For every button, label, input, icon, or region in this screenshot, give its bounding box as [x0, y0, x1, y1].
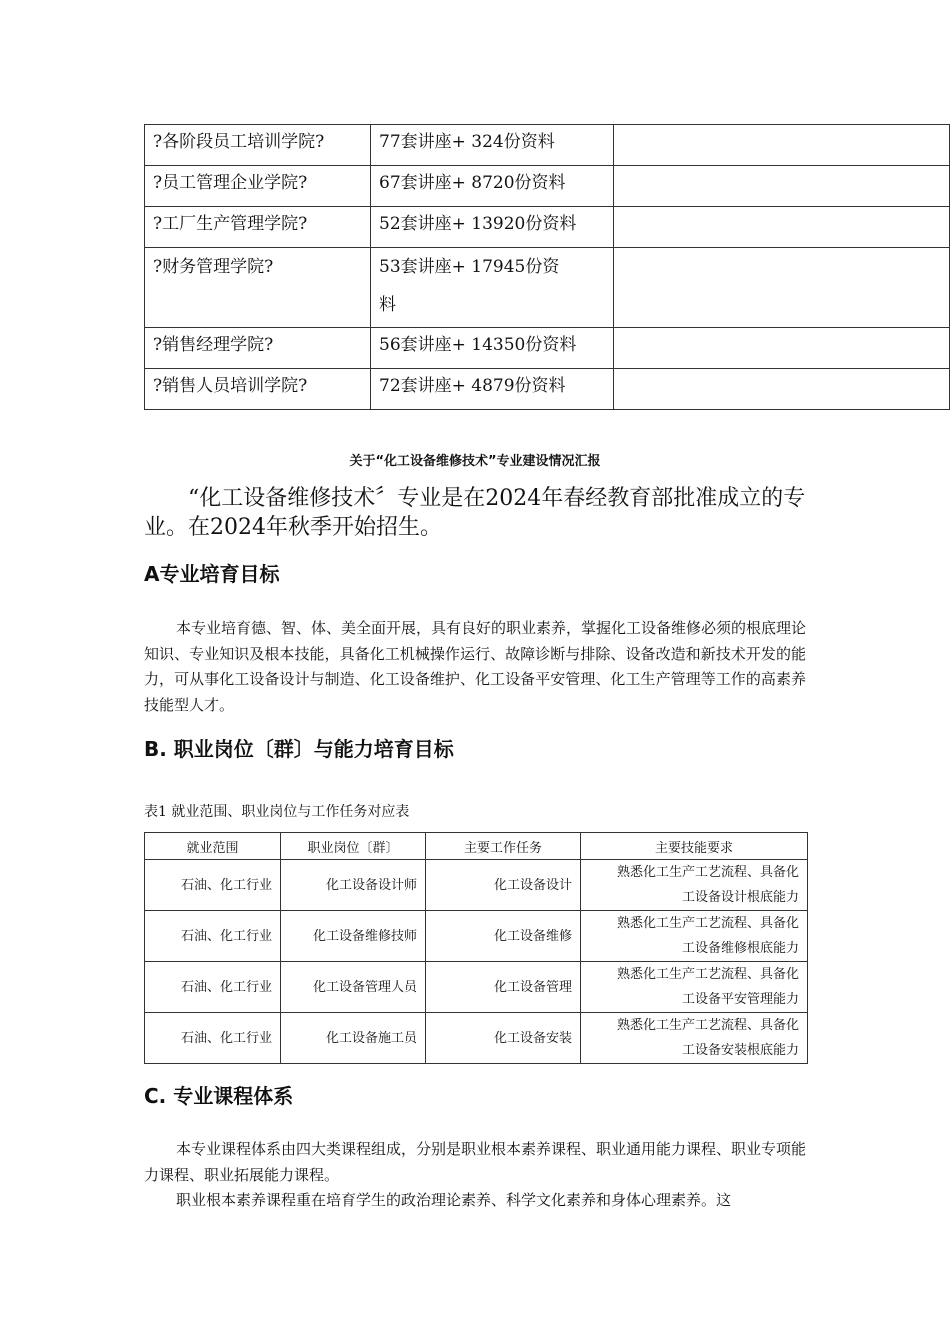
- scope-cell: 石油、化工行业: [145, 860, 281, 911]
- skill-cell: [581, 962, 808, 1013]
- resource-extra: [614, 125, 950, 166]
- resource-name: ?各阶段员工培训学院?: [145, 125, 371, 166]
- scope-cell: 石油、化工行业: [145, 962, 281, 1013]
- section-c-heading: C. 专业课程体系: [144, 1084, 294, 1108]
- task-cell: 化工设备设计: [426, 860, 581, 911]
- table-caption: 表1 就业范围、职业岗位与工作任务对应表: [144, 804, 410, 820]
- table-row: [145, 207, 950, 248]
- post-cell: 化工设备施工员: [281, 1013, 426, 1064]
- resource-name: ?员工管理企业学院?: [145, 166, 371, 207]
- skill-cell: [581, 860, 808, 911]
- table-row: [145, 166, 950, 207]
- table-row: [145, 248, 950, 328]
- skill-line: 熟悉化工生产工艺流程、具备化: [616, 916, 799, 931]
- resource-desc-line: 53套讲座+ 17945份资: [379, 257, 560, 277]
- post-cell: 化工设备管理人员: [281, 962, 426, 1013]
- skill-cell: [581, 1013, 808, 1064]
- column-header: 职业岗位〔群〕: [281, 833, 426, 860]
- skill-line: 工设备维修根底能力: [681, 941, 799, 956]
- resource-desc: 77套讲座+ 324份资料: [371, 125, 614, 166]
- column-header: 就业范围: [145, 833, 281, 860]
- task-cell: 化工设备管理: [426, 962, 581, 1013]
- report-title: 关于“化工设备维修技术”专业建设情况汇报: [349, 454, 601, 469]
- table-row: [145, 125, 950, 166]
- job-table: [144, 832, 808, 1064]
- skill-cell: [581, 911, 808, 962]
- scope-cell: 石油、化工行业: [145, 911, 281, 962]
- table-row: [145, 328, 950, 369]
- table-row: [145, 962, 808, 1013]
- resource-extra: [614, 369, 950, 410]
- resource-table: [144, 124, 950, 410]
- resource-extra: [614, 166, 950, 207]
- resource-desc: 56套讲座+ 14350份资料: [371, 328, 614, 369]
- table-row: [145, 911, 808, 962]
- table-row: [145, 1013, 808, 1064]
- resource-extra: [614, 248, 950, 328]
- table-row: [145, 860, 808, 911]
- skill-line: 工设备设计根底能力: [681, 890, 799, 905]
- skill-line: 熟悉化工生产工艺流程、具备化: [616, 865, 799, 880]
- skill-line: 工设备安装根底能力: [681, 1043, 799, 1058]
- column-header: 主要工作任务: [426, 833, 581, 860]
- report-intro: “化工设备维修技术〞专业是在2024年春经教育部批准成立的专业。在2024年秋季开始招生。: [144, 486, 806, 540]
- task-cell: 化工设备安装: [426, 1013, 581, 1064]
- skill-line: 熟悉化工生产工艺流程、具备化: [616, 967, 799, 982]
- column-header: 主要技能要求: [581, 833, 808, 860]
- skill-line: 工设备平安管理能力: [681, 992, 799, 1007]
- post-cell: 化工设备设计师: [281, 860, 426, 911]
- resource-desc: 52套讲座+ 13920份资料: [371, 207, 614, 248]
- table-header-row: [145, 833, 808, 860]
- resource-desc-line: 料: [379, 295, 396, 315]
- resource-desc: 72套讲座+ 4879份资料: [371, 369, 614, 410]
- table-row: [145, 369, 950, 410]
- section-c-body: 本专业课程体系由四大类课程组成，分别是职业根本素养课程、职业通用能力课程、职业专项能力课程、职业拓展能力课程。: [144, 1140, 807, 1184]
- post-cell: 化工设备维修技师: [281, 911, 426, 962]
- resource-desc: [371, 248, 614, 328]
- resource-name: ?财务管理学院?: [145, 248, 371, 328]
- resource-extra: [614, 328, 950, 369]
- skill-line: 熟悉化工生产工艺流程、具备化: [616, 1018, 799, 1033]
- section-a-heading: A专业培育目标: [144, 562, 280, 586]
- resource-name: ?销售人员培训学院?: [145, 369, 371, 410]
- section-c-body: 职业根本素养课程重在培育学生的政治理论素养、科学文化素养和身体心理素养。这: [176, 1191, 732, 1209]
- resource-desc: 67套讲座+ 8720份资料: [371, 166, 614, 207]
- resource-name: ?销售经理学院?: [145, 328, 371, 369]
- section-a-body: 本专业培育德、智、体、美全面开展，具有良好的职业素养，掌握化工设备维修必须的根底理论知识、专业知识及根本技能，具备化工机械操作运行、故障诊断与排除、设备改造和新技术开发的能力，可从事化工设备设计与制造、化工设备维护、化工设备平安管理、化工生产管理等工作的高素养技能型人才。: [144, 619, 807, 714]
- resource-name: ?工厂生产管理学院?: [145, 207, 371, 248]
- scope-cell: 石油、化工行业: [145, 1013, 281, 1064]
- task-cell: 化工设备维修: [426, 911, 581, 962]
- section-b-heading: B. 职业岗位〔群〕与能力培育目标: [144, 737, 454, 761]
- resource-extra: [614, 207, 950, 248]
